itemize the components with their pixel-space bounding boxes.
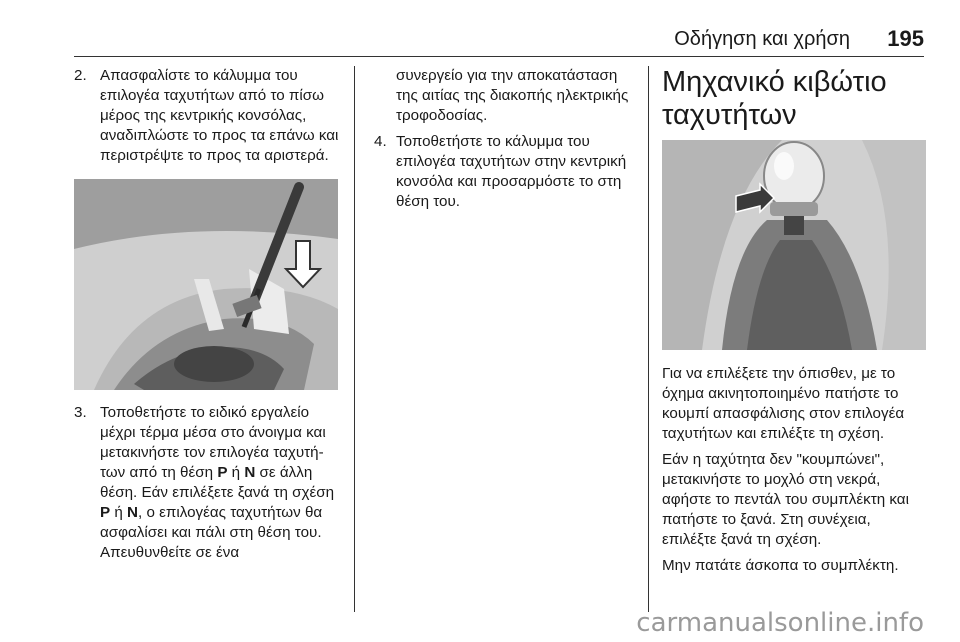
step-3-text-part2: σε άλλη θέση. Εάν επιλέξετε ξανά τη σχέση (100, 464, 335, 501)
left-column (74, 66, 340, 166)
step-3-text-part3: , ο επιλογέας ταχυτήτων θα ασφαλίσει και πάλι στη θέση του. Απευθυνθείτε σε ένα (100, 504, 323, 561)
watermark: carmanualsonline.info (636, 608, 924, 638)
column-divider-left (354, 66, 355, 612)
step-4 (374, 132, 636, 212)
section-title-line2: ταχυτήτων (662, 99, 797, 131)
paragraph-gear-not-engaging: Εάν η ταχύτητα δεν "κουμπώνει", μετακινήστε το μοχλό στη νεκρά, αφήστε το πεντάλ του συμπλέκτη και πατήστε το ξανά. Στη συνέχεια, επιλέξτε ξανά τη σχέση. (662, 451, 909, 548)
gear-n: N (244, 464, 256, 481)
right-column-body (662, 364, 926, 582)
header-rule (74, 56, 924, 57)
step-2-number: 2. (74, 67, 87, 84)
gear-p: P (217, 464, 228, 481)
gear-lever-illustration (662, 140, 926, 350)
or-1: ή (227, 464, 245, 481)
column-divider-right (648, 66, 649, 612)
header-title: Οδήγηση και χρήση (674, 28, 850, 50)
step-2 (74, 66, 340, 166)
console-tool-figure (74, 179, 338, 390)
section-title (662, 66, 926, 132)
tool-in-console-illustration (74, 179, 338, 390)
right-column (662, 66, 926, 132)
paragraph-clutch-warning: Μην πατάτε άσκοπα το συμπλέκτη. (662, 557, 899, 574)
section-title-line1: Μηχανικό κιβώτιο (662, 66, 887, 98)
step-4-number: 4. (374, 133, 387, 150)
paragraph-reverse: Για να επιλέξετε την όπισθεν, με το όχημα ακινητοποιημένο πατήστε το κουμπί απασφάλισης στον επιλογέα ταχυτήτων και επιλέξτε τη σχέση. (662, 365, 905, 442)
gear-lever-figure (662, 140, 926, 350)
step-3-text-part1: Τοποθετήστε το ειδικό εργαλείο μέχρι τέρμα μέσα στο άνοιγμα και μετακινήστε τον επιλογέα ταχυτήτων από τη θέση (100, 404, 326, 481)
step-3-number: 3. (74, 404, 87, 421)
page-header (0, 0, 960, 60)
left-column-lower (74, 403, 340, 563)
or-2: ή (110, 504, 128, 521)
step-2-text: Απασφαλίστε το κάλυμμα του επιλογέα ταχυτήτων από το πίσω μέρος της κεντρικής κονσόλας, αναδιπλώστε το προς τα επάνω και περιστρέψτε το προς τα αριστερά. (100, 67, 339, 164)
middle-column (374, 66, 636, 212)
page-number: 195 (887, 26, 924, 51)
step-3 (74, 403, 340, 563)
gear-p-2: P (100, 504, 111, 521)
step-3-text (100, 403, 340, 563)
step-3-continuation: συνεργείο για την αποκατάσταση της αιτίας της διακοπής ηλεκτρικής τροφοδοσίας. (396, 67, 629, 124)
step-4-text: Τοποθετήστε το κάλυμμα του επιλογέα ταχυτήτων στην κεντρική κονσόλα και προσαρμόστε το στη θέση του. (396, 133, 627, 210)
gear-n-2: N (127, 504, 138, 521)
